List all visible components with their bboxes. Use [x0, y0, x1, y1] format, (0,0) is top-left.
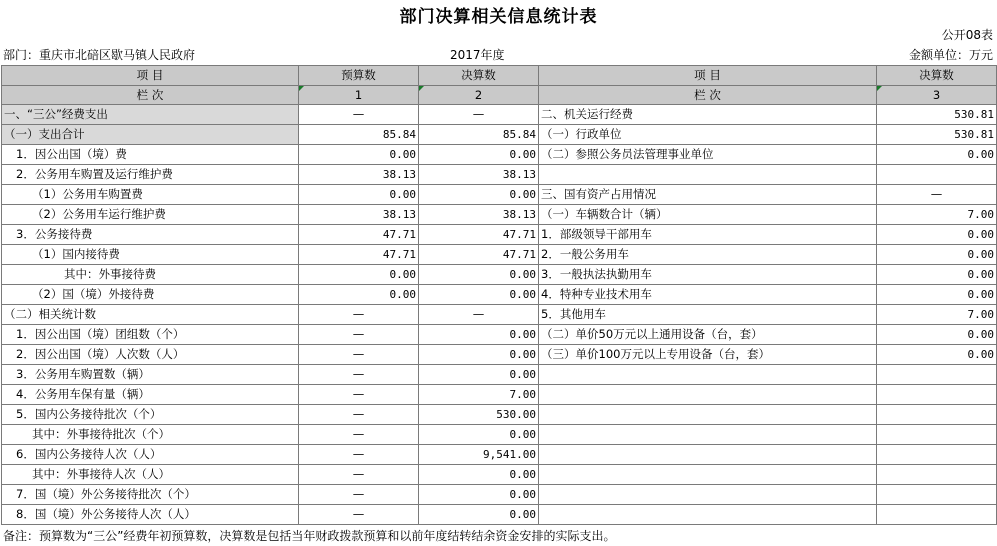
right-final-value: 7.00 — [877, 205, 997, 225]
right-item-label — [539, 485, 877, 505]
final-value: 47.71 — [419, 245, 539, 265]
budget-value: — — [299, 345, 419, 365]
left-item-label: 2．因公出国（境）人次数（人） — [2, 345, 299, 365]
budget-value: 85.84 — [299, 125, 419, 145]
statistics-table — [1, 65, 997, 525]
left-item-label: 8．国（境）外公务接待人次（人） — [2, 505, 299, 525]
final-value: — — [419, 305, 539, 325]
right-final-value: 0.00 — [877, 345, 997, 365]
left-item-label: 3．公务用车购置数（辆） — [2, 365, 299, 385]
row-label-left: 栏 次 — [2, 86, 299, 105]
table-row — [2, 445, 997, 465]
budget-value: 0.00 — [299, 265, 419, 285]
header-budget: 预算数 — [299, 66, 419, 86]
table-row — [2, 405, 997, 425]
final-value: 0.00 — [419, 345, 539, 365]
table-row — [2, 345, 997, 365]
right-final-value — [877, 465, 997, 485]
table-row — [2, 125, 997, 145]
right-final-value: 530.81 — [877, 105, 997, 125]
right-final-value: 0.00 — [877, 265, 997, 285]
budget-value: 0.00 — [299, 145, 419, 165]
final-value: 85.84 — [419, 125, 539, 145]
right-final-value: 0.00 — [877, 285, 997, 305]
table-row — [2, 365, 997, 385]
report-title: 部门决算相关信息统计表 — [399, 7, 598, 27]
budget-value: 47.71 — [299, 225, 419, 245]
left-item-label: （2）国（境）外接待费 — [2, 285, 299, 305]
col-index-3: 3 — [877, 86, 997, 105]
right-item-label: （三）单价100万元以上专用设备（台，套） — [539, 345, 877, 365]
table-row — [2, 205, 997, 225]
table-row — [2, 145, 997, 165]
footnote: 备注：预算数为“三公”经费年初预算数，决算数是包括当年财政拨款预算和以前年度结转结余资金安排的实际支出。 — [3, 529, 616, 543]
header-final: 决算数 — [419, 66, 539, 86]
table-row — [2, 265, 997, 285]
final-value: 530.00 — [419, 405, 539, 425]
table-row — [2, 305, 997, 325]
final-value: 0.00 — [419, 505, 539, 525]
table-header-row — [2, 66, 997, 86]
left-item-label: 5．国内公务接待批次（个） — [2, 405, 299, 425]
right-item-label: （二）参照公务员法管理事业单位 — [539, 145, 877, 165]
right-item-label: 3．一般执法执勤用车 — [539, 265, 877, 285]
final-value: 0.00 — [419, 485, 539, 505]
final-value: — — [419, 105, 539, 125]
right-final-value: — — [877, 185, 997, 205]
final-value: 0.00 — [419, 425, 539, 445]
form-code: 公开08表 — [941, 28, 993, 42]
final-value: 0.00 — [419, 145, 539, 165]
table-row — [2, 425, 997, 445]
left-item-label: （2）公务用车运行维护费 — [2, 205, 299, 225]
right-item-label — [539, 505, 877, 525]
col-index-1: 1 — [299, 86, 419, 105]
budget-value: — — [299, 465, 419, 485]
right-item-label: 5．其他用车 — [539, 305, 877, 325]
budget-value: — — [299, 385, 419, 405]
budget-value: — — [299, 305, 419, 325]
right-item-label — [539, 425, 877, 445]
right-item-label — [539, 165, 877, 185]
col-index-2: 2 — [419, 86, 539, 105]
left-item-label: 其中：外事接待人次（人） — [2, 465, 299, 485]
table-row — [2, 165, 997, 185]
budget-value: 0.00 — [299, 185, 419, 205]
table-row — [2, 285, 997, 305]
final-value: 38.13 — [419, 165, 539, 185]
right-final-value — [877, 405, 997, 425]
right-item-label: 2．一般公务用车 — [539, 245, 877, 265]
right-final-value: 7.00 — [877, 305, 997, 325]
left-item-label: 一、“三公”经费支出 — [2, 105, 299, 125]
right-final-value: 0.00 — [877, 325, 997, 345]
final-value: 47.71 — [419, 225, 539, 245]
right-final-value — [877, 165, 997, 185]
right-final-value — [877, 385, 997, 405]
right-item-label — [539, 445, 877, 465]
final-value: 0.00 — [419, 465, 539, 485]
header-left-item: 项 目 — [2, 66, 299, 86]
final-value: 0.00 — [419, 365, 539, 385]
budget-value: 47.71 — [299, 245, 419, 265]
header-right-final: 决算数 — [877, 66, 997, 86]
left-item-label: 7．国（境）外公务接待批次（个） — [2, 485, 299, 505]
budget-value: 0.00 — [299, 285, 419, 305]
left-item-label: （一）支出合计 — [2, 125, 299, 145]
right-final-value: 530.81 — [877, 125, 997, 145]
table-row — [2, 385, 997, 405]
table-row — [2, 105, 997, 125]
budget-value: — — [299, 365, 419, 385]
budget-value: 38.13 — [299, 205, 419, 225]
right-final-value: 0.00 — [877, 145, 997, 165]
budget-value: — — [299, 505, 419, 525]
budget-value: — — [299, 405, 419, 425]
right-item-label: （一）车辆数合计（辆） — [539, 205, 877, 225]
table-row — [2, 225, 997, 245]
header-right-item: 项 目 — [539, 66, 877, 86]
left-item-label: 其中：外事接待批次（个） — [2, 425, 299, 445]
row-label-right: 栏 次 — [539, 86, 877, 105]
final-value: 0.00 — [419, 185, 539, 205]
left-item-label: 4．公务用车保有量（辆） — [2, 385, 299, 405]
department-label: 部门：重庆市北碚区歇马镇人民政府 — [3, 48, 196, 62]
right-item-label — [539, 405, 877, 425]
right-final-value: 0.00 — [877, 245, 997, 265]
budget-value: 38.13 — [299, 165, 419, 185]
amount-unit: 金额单位：万元 — [908, 48, 993, 62]
table-row — [2, 505, 997, 525]
right-final-value — [877, 445, 997, 465]
budget-value: — — [299, 485, 419, 505]
right-item-label: 二、机关运行经费 — [539, 105, 877, 125]
right-item-label: （二）单价50万元以上通用设备（台，套） — [539, 325, 877, 345]
left-item-label: 其中：外事接待费 — [2, 265, 299, 285]
fiscal-year: 2017年度 — [450, 48, 505, 62]
final-value: 9,541.00 — [419, 445, 539, 465]
right-item-label: 1．部级领导干部用车 — [539, 225, 877, 245]
left-item-label: 3．公务接待费 — [2, 225, 299, 245]
final-value: 38.13 — [419, 205, 539, 225]
final-value: 0.00 — [419, 265, 539, 285]
right-item-label — [539, 385, 877, 405]
right-final-value — [877, 365, 997, 385]
table-row — [2, 245, 997, 265]
final-value: 0.00 — [419, 325, 539, 345]
left-item-label: （1）公务用车购置费 — [2, 185, 299, 205]
left-item-label: 6．国内公务接待人次（人） — [2, 445, 299, 465]
right-item-label: 三、国有资产占用情况 — [539, 185, 877, 205]
right-item-label — [539, 465, 877, 485]
left-item-label: 2．公务用车购置及运行维护费 — [2, 165, 299, 185]
right-final-value — [877, 425, 997, 445]
column-index-row — [2, 86, 997, 105]
table-row — [2, 465, 997, 485]
left-item-label: （二）相关统计数 — [2, 305, 299, 325]
right-item-label — [539, 365, 877, 385]
table-row — [2, 185, 997, 205]
right-item-label: （一）行政单位 — [539, 125, 877, 145]
right-final-value — [877, 485, 997, 505]
left-item-label: 1．因公出国（境）团组数（个） — [2, 325, 299, 345]
table-row — [2, 485, 997, 505]
table-row — [2, 325, 997, 345]
budget-value: — — [299, 425, 419, 445]
left-item-label: 1．因公出国（境）费 — [2, 145, 299, 165]
budget-value: — — [299, 105, 419, 125]
right-final-value — [877, 505, 997, 525]
left-item-label: （1）国内接待费 — [2, 245, 299, 265]
right-item-label: 4．特种专业技术用车 — [539, 285, 877, 305]
final-value: 0.00 — [419, 285, 539, 305]
final-value: 7.00 — [419, 385, 539, 405]
budget-value: — — [299, 445, 419, 465]
budget-value: — — [299, 325, 419, 345]
right-final-value: 0.00 — [877, 225, 997, 245]
